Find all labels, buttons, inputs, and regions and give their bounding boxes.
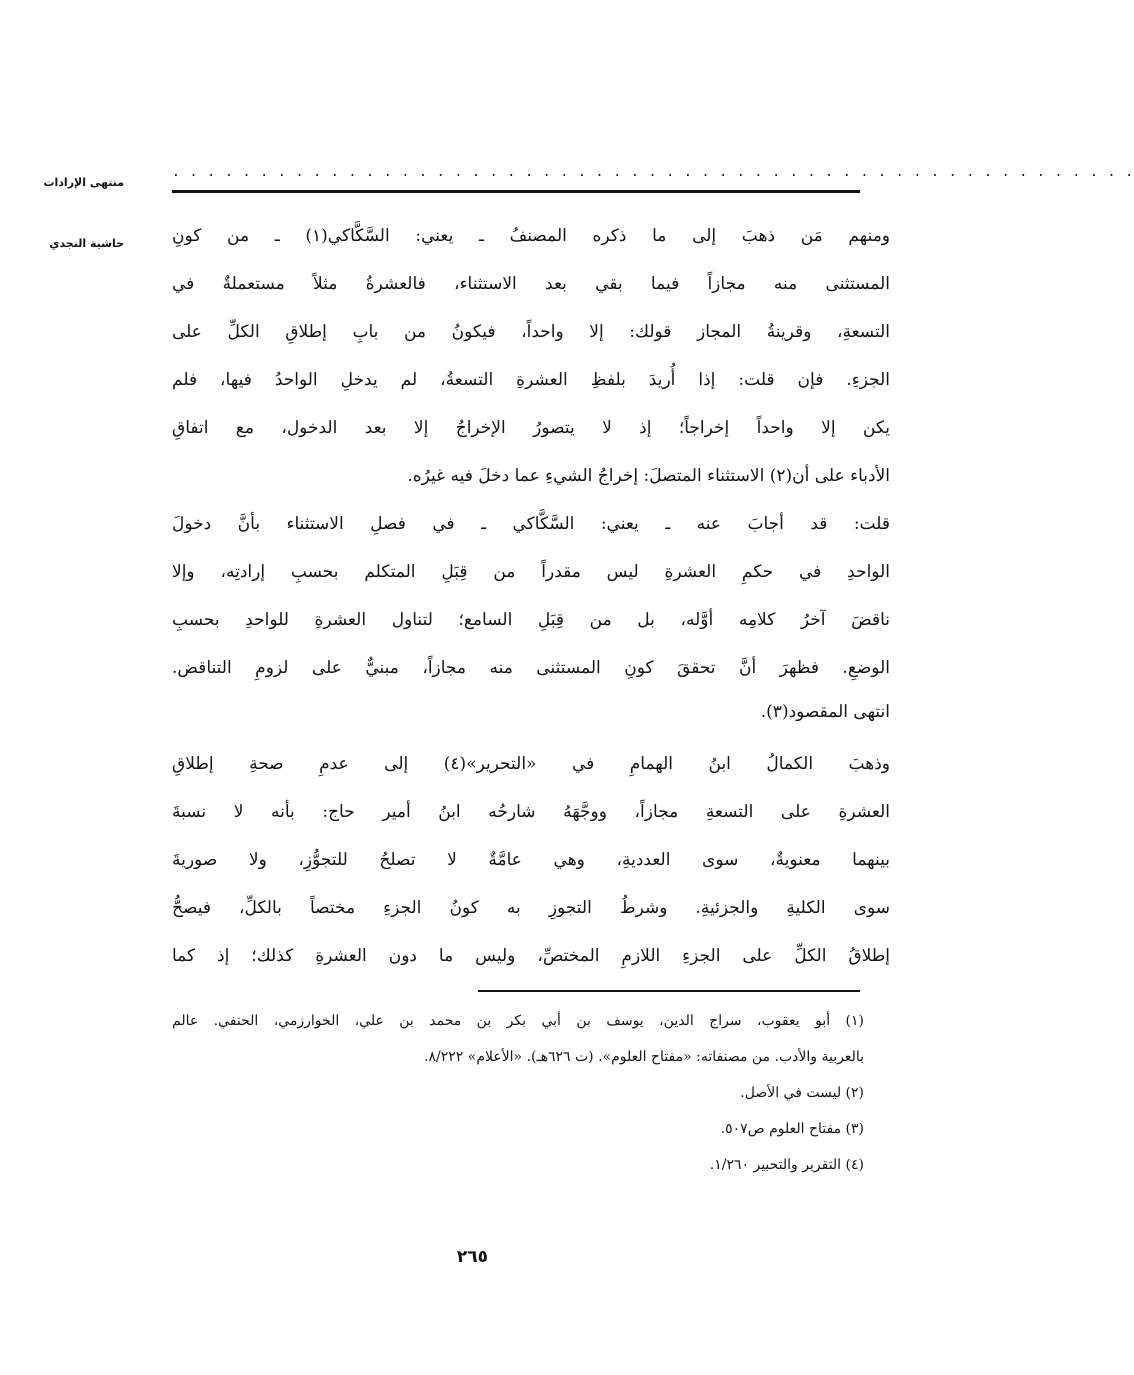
text-line: انتهى المقصود(٣). xyxy=(760,702,890,722)
text-line: ناقضَ آخرُ كلامِه أوَّله، بل من قِبَلِ السامع؛ لتناول العشرةِ للواحدِ بحسبِ xyxy=(172,610,890,630)
header-rule xyxy=(172,190,860,193)
text-line: ومنهم مَن ذهبَ إلى ما ذكره المصنفُ ـ يعني: السَّكَّاكي(١) ـ من كونِ xyxy=(172,226,891,246)
book-title: منتهى الإرادات xyxy=(43,176,124,189)
text-line: التسعةِ، وقرينةُ المجاز قولك: إلا واحداً، فيكونُ من بابِ إطلاقِ الكلِّ على xyxy=(172,322,890,342)
footnote: بالعربية والأدب. من مصنفاته: «مفتاح العلوم». (ت ٦٢٦هـ). «الأعلام» ٨/٢٢٢. xyxy=(424,1049,864,1065)
footnote: (١) أبو يعقوب، سراج الدين، يوسف بن أبي بكر بن محمد بن علي، الخوارزمي، الحنفي. عالم xyxy=(172,1013,864,1029)
text-line: إطلاقُ الكلِّ على الجزءِ اللازمِ المختصِّ، وليس ما دون العشرةِ كذلك؛ إذ كما xyxy=(172,946,890,966)
footnote: (٣) مفتاح العلوم ص٥٠٧. xyxy=(720,1121,864,1137)
text-line: قلت: قد أجابَ عنه ـ يعني: السَّكَّاكي ـ في فصلِ الاستثناء بأنَّ دخولَ xyxy=(172,514,890,534)
text-line: الوضعِ. فظهرَ أنَّ تحققَ كونِ المستثنى منه مجازاً، مبنيٌّ على لزومِ التناقض. xyxy=(172,658,890,678)
text-line: سوى الكليةِ والجزئيةِ. وشرطُ التجوزِ به كونُ الجزءِ مختصاً بالكلِّ، فيصحُّ xyxy=(172,898,890,918)
footnote: (٤) التقرير والتحبير ١/٢٦٠. xyxy=(709,1157,864,1173)
page-number: ٢٦٥ xyxy=(456,1247,489,1267)
footnote-rule xyxy=(478,990,860,992)
main-text xyxy=(172,212,890,980)
footnote: (٢) ليست في الأصل. xyxy=(740,1085,864,1101)
text-line: العشرةِ على التسعةِ مجازاً، ووجَّهَهُ شارحُه ابنُ أمير حاج: بأنه لا نسبةَ xyxy=(172,802,890,822)
text-line: المستثنى منه مجازاً فيما بقي بعد الاستثناء، فالعشرةُ مثلاً مستعملةٌ في xyxy=(172,274,890,294)
text-line: الجزءِ. فإن قلت: إذا أُريدَ بلفظِ العشرةِ التسعةُ، لم يدخلِ الواحدُ فيها، فلم xyxy=(172,370,890,390)
dotted-separator: . . . . . . . . . . . . . . . . . . . . . . . . . . . . . . . . . . . . . . . . . . . . . . . . . . . . . . . xyxy=(172,165,1134,180)
text-line: الواحدِ في حكمِ العشرةِ ليس مقدراً من قِبَلِ المتكلم بحسبِ إرادتِه، وإلا xyxy=(172,562,890,582)
footnotes xyxy=(172,1003,864,1183)
text-line: بينهما معنويةٌ، سوى العدديةِ، وهي عامَّةٌ لا تصلحُ للتجوُّزِ، ولا صوريةَ xyxy=(172,850,890,870)
text-line: وذهبَ الكمالُ ابنُ الهمامِ في «التحرير»(٤) إلى عدمِ صحةِ إطلاقِ xyxy=(172,754,890,774)
text-line: يكن إلا واحداً إخراجاً؛ إذ لا يتصورُ الإخراجُ إلا بعد الدخول، مع اتفاقِ xyxy=(172,418,890,438)
text-line: الأدباء على أن(٢) الاستثناء المتصلَ: إخراجُ الشيءِ عما دخلَ فيه غيرُه. xyxy=(407,466,890,486)
gloss-title: حاشية النجدي xyxy=(49,237,124,250)
